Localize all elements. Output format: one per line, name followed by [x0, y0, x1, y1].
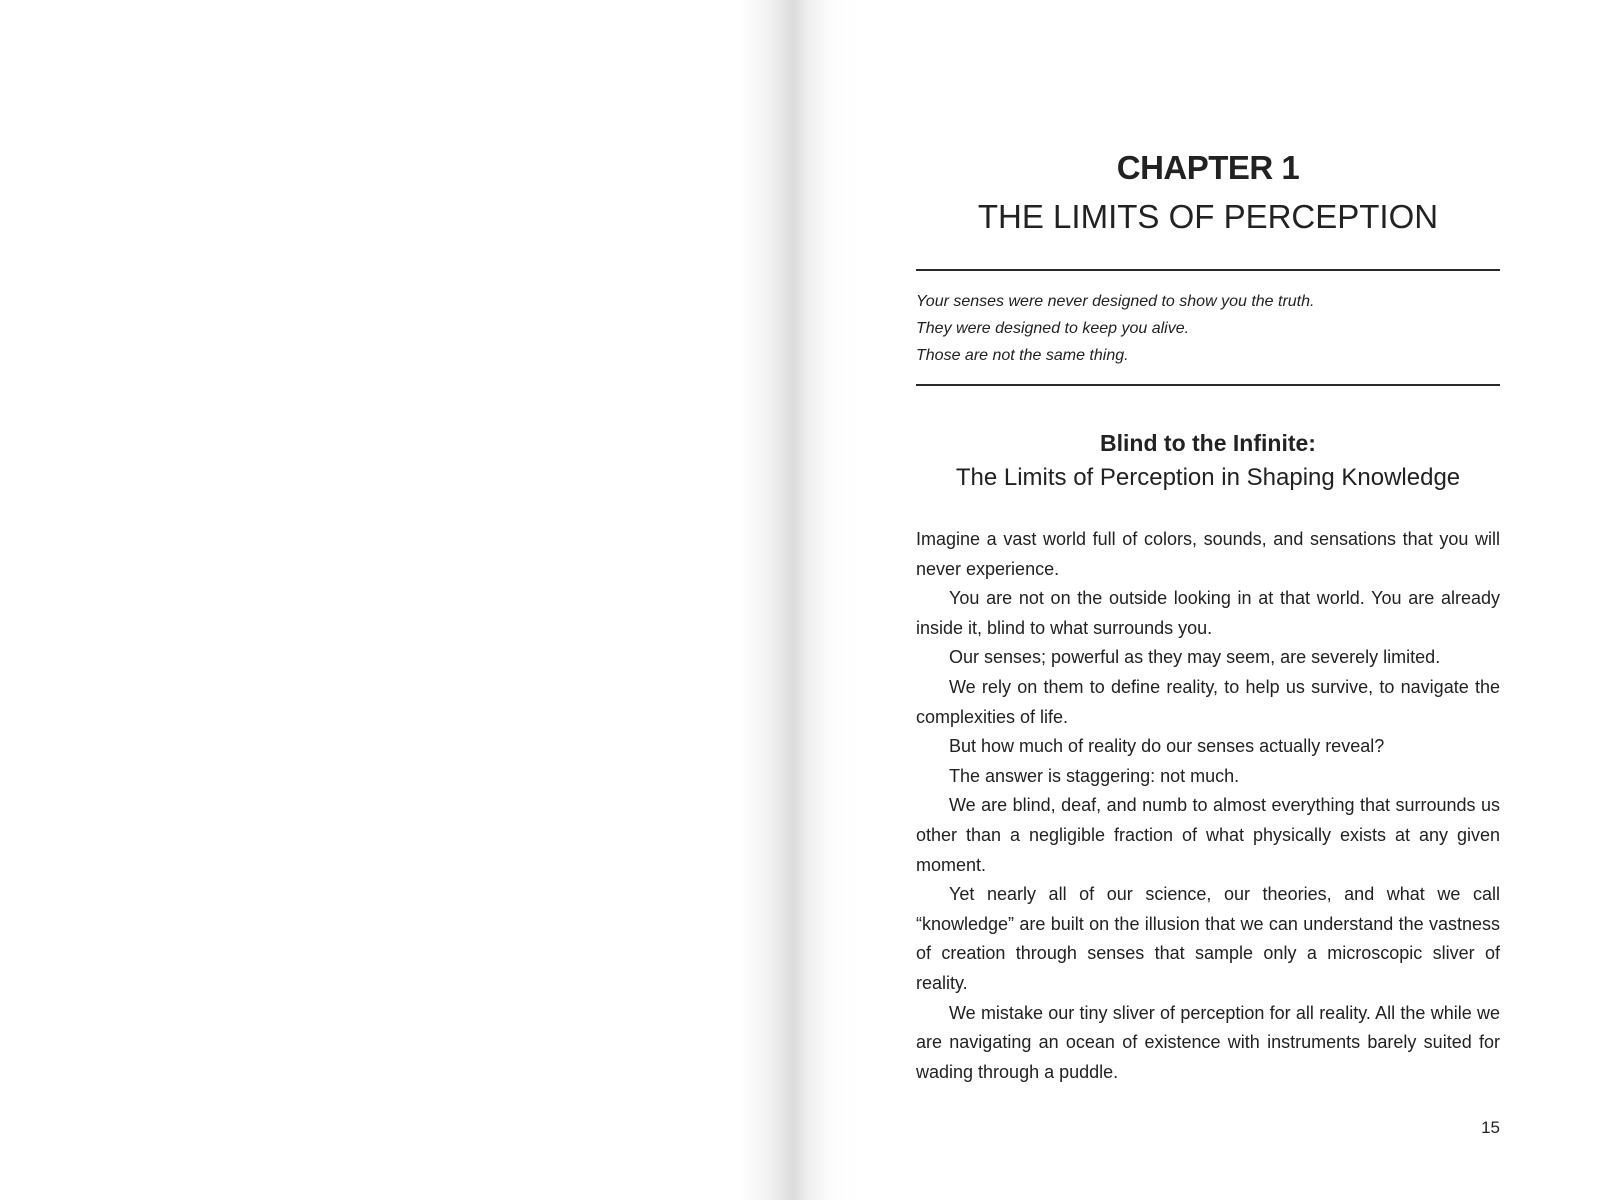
- epigraph-top-rule: [916, 269, 1500, 271]
- chapter-number: CHAPTER 1: [1116, 149, 1300, 186]
- paragraph: We mistake our tiny sliver of perception for all reality. All the while we are navigating an ocean of existence with instruments barely suited for wading through a puddle.: [916, 1002, 1500, 1082]
- epigraph-bottom-rule: [916, 384, 1500, 386]
- epigraph-line: Those are not the same thing.: [916, 347, 1129, 364]
- epigraph-line: They were designed to keep you alive.: [916, 320, 1190, 337]
- paragraph: The answer is staggering: not much.: [949, 765, 1240, 786]
- paragraph: We are blind, deaf, and numb to almost everything that surrounds us other than a negligible fraction of what physically exists at any given moment.: [916, 795, 1500, 875]
- paragraph: We rely on them to define reality, to help us survive, to navigate the complexities of life.: [916, 676, 1500, 727]
- page-number: 15: [1481, 1118, 1500, 1137]
- paragraph: Our senses; powerful as they may seem, are severely limited.: [949, 647, 1441, 668]
- epigraph: [916, 288, 1500, 369]
- chapter-title: THE LIMITS OF PERCEPTION: [977, 198, 1439, 235]
- paragraph: You are not on the outside looking in at that world. You are already inside it, blind to what surrounds you.: [916, 588, 1500, 638]
- section-subheading: The Limits of Perception in Shaping Knowledge: [955, 464, 1461, 491]
- paragraph: Yet nearly all of our science, our theories, and what we call “knowledge” are built on the illusion that we can understand the vastness of creation through senses that sample only a microscopic sliver of reality.: [916, 884, 1500, 993]
- paragraph: Imagine a vast world full of colors, sounds, and sensations that you will never experience.: [916, 529, 1500, 579]
- body-text: [916, 525, 1500, 1087]
- paragraph: But how much of reality do our senses actually reveal?: [949, 736, 1385, 757]
- section-heading: Blind to the Infinite:: [1100, 430, 1316, 456]
- epigraph-line: Your senses were never designed to show you the truth.: [916, 293, 1315, 310]
- right-page: [800, 0, 1600, 1200]
